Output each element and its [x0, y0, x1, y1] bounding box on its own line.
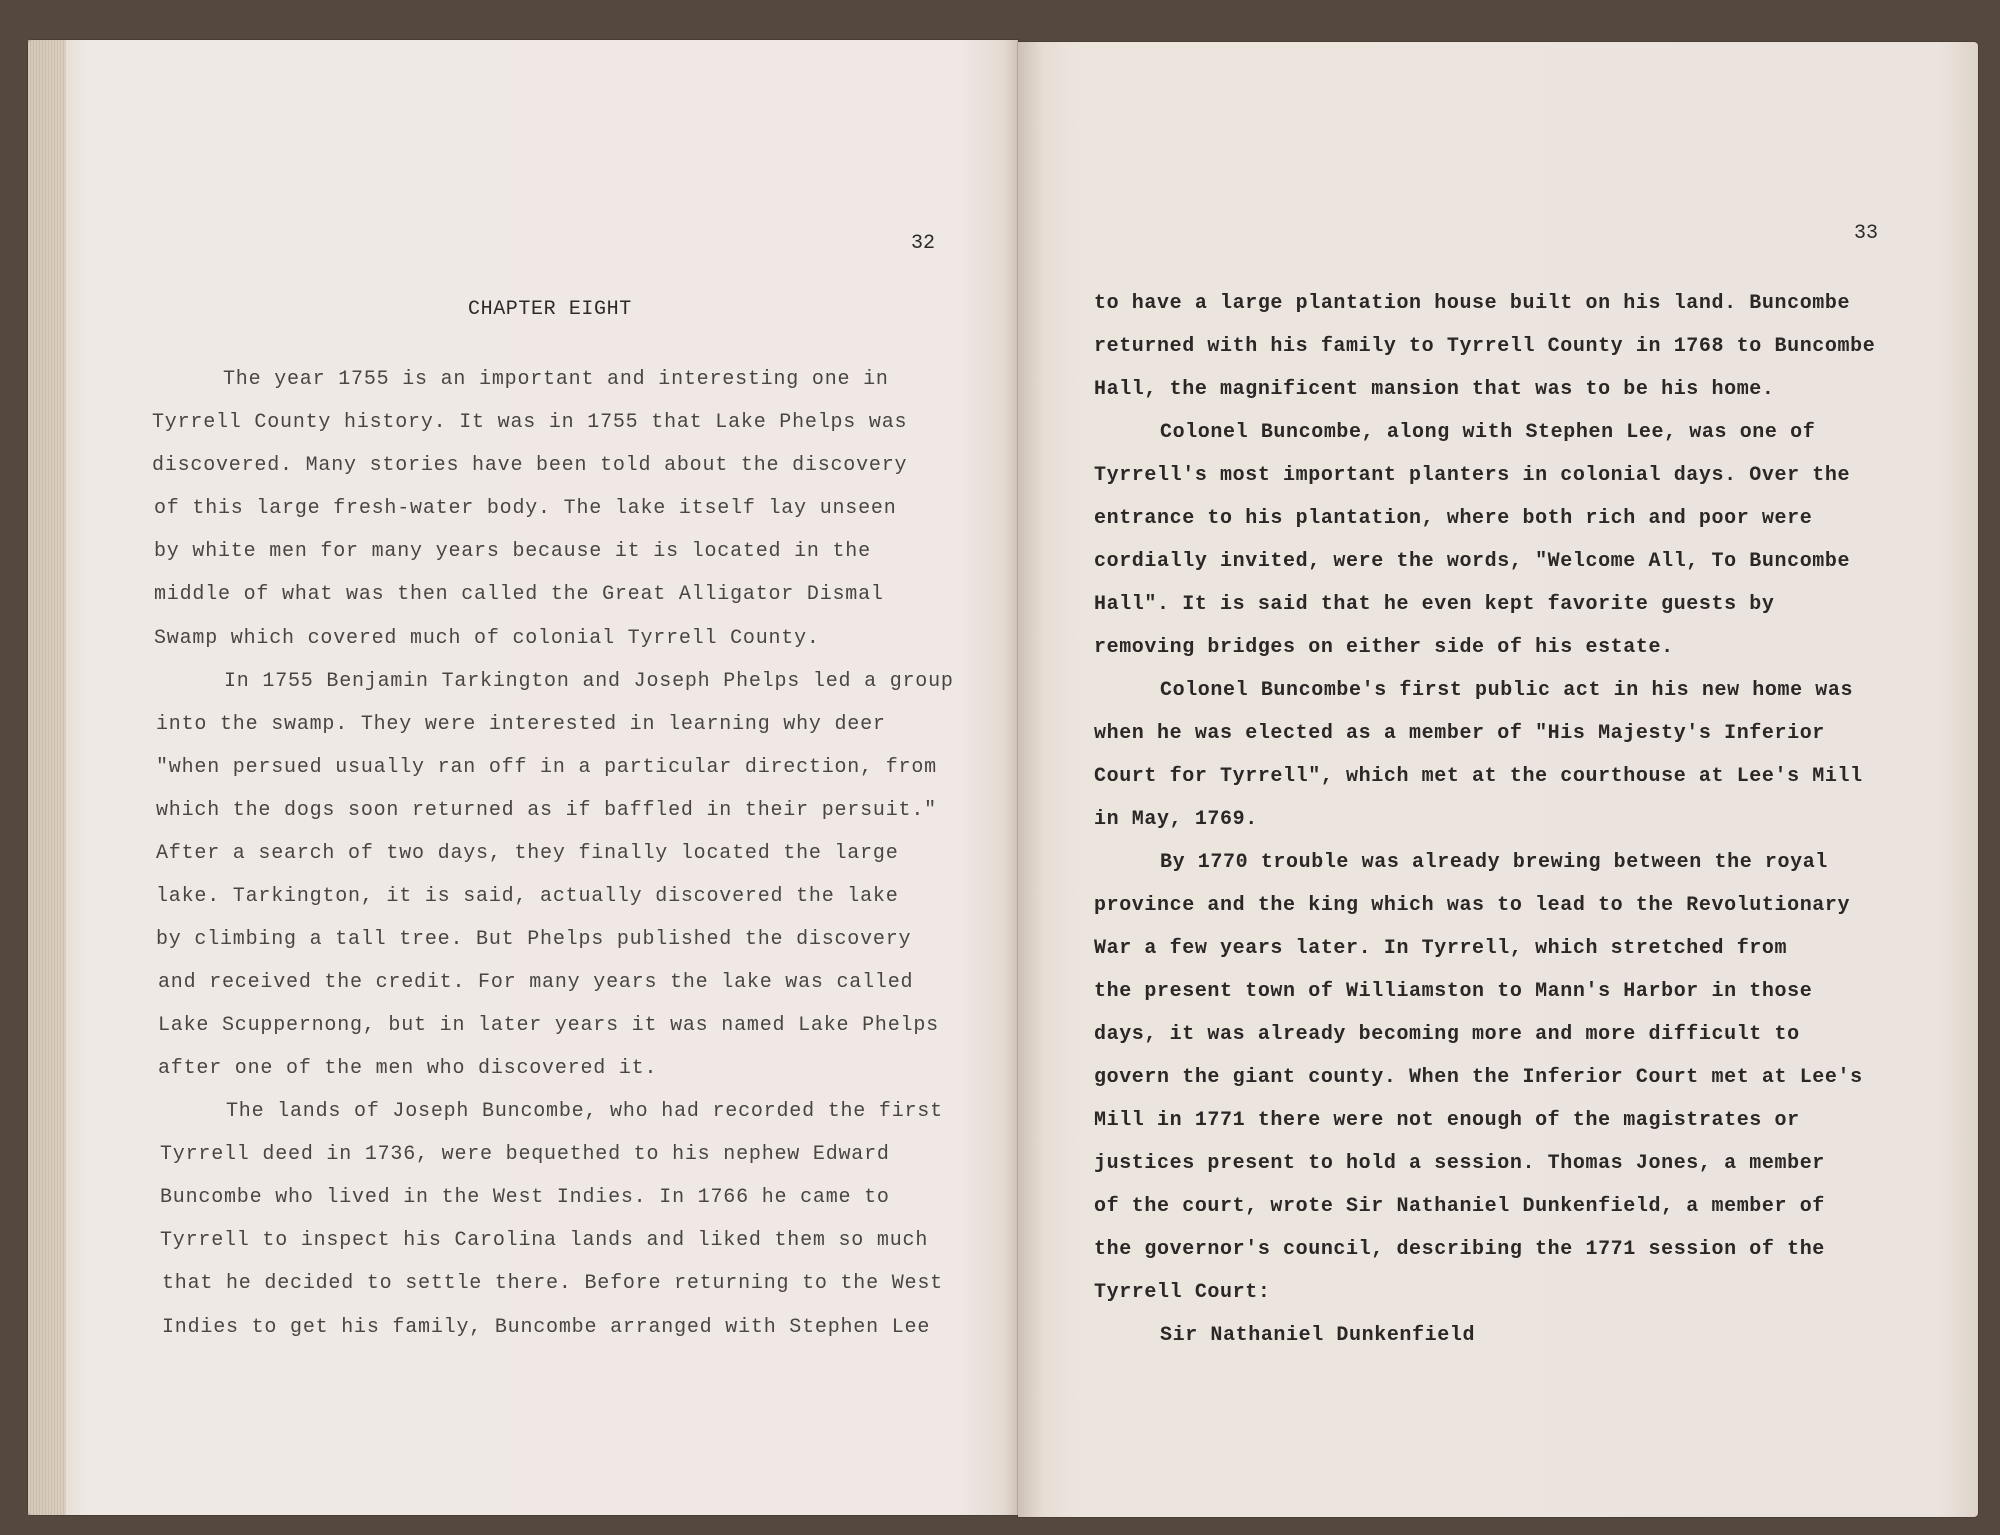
text-line: Buncombe who lived in the West Indies. In 1766 he came to: [160, 1186, 890, 1209]
text-line: by climbing a tall tree. But Phelps published the discovery: [156, 928, 912, 951]
text-line: cordially invited, were the words, "Welcome All, To Buncombe: [1094, 550, 1851, 573]
text-line: to have a large plantation house built on his land. Buncombe: [1094, 292, 1851, 315]
text-line: Tyrrell Court:: [1094, 1281, 1271, 1304]
text-line: The year 1755 is an important and interesting one in: [223, 368, 889, 391]
open-book: [28, 40, 1978, 1515]
text-line: Mill in 1771 there were not enough of the magistrates or: [1094, 1109, 1800, 1132]
text-line: days, it was already becoming more and more difficult to: [1094, 1023, 1800, 1046]
text-line: when he was elected as a member of "His Majesty's Inferior: [1094, 722, 1825, 745]
left-page: [28, 40, 1018, 1515]
chapter-title: CHAPTER EIGHT: [468, 298, 632, 321]
text-line: into the swamp. They were interested in learning why deer: [156, 713, 886, 736]
text-line: By 1770 trouble was already brewing between the royal: [1160, 851, 1828, 874]
text-line: Indies to get his family, Buncombe arranged with Stephen Lee: [162, 1316, 931, 1339]
text-line: Court for Tyrrell", which met at the courthouse at Lee's Mill: [1094, 765, 1863, 788]
text-line: discovered. Many stories have been told about the discovery: [152, 454, 908, 477]
text-line: Swamp which covered much of colonial Tyrrell County.: [154, 627, 820, 650]
text-line: govern the giant county. When the Inferior Court met at Lee's: [1094, 1066, 1863, 1089]
text-line: the governor's council, describing the 1771 session of the: [1094, 1238, 1825, 1261]
text-line: which the dogs soon returned as if baffled in their persuit.": [156, 799, 937, 822]
text-line: Hall". It is said that he even kept favorite guests by: [1094, 593, 1775, 616]
text-line: of this large fresh-water body. The lake itself lay unseen: [154, 497, 897, 520]
text-line: Sir Nathaniel Dunkenfield: [1160, 1324, 1476, 1347]
text-line: In 1755 Benjamin Tarkington and Joseph Phelps led a group: [224, 670, 954, 693]
text-line: returned with his family to Tyrrell County in 1768 to Buncombe: [1094, 335, 1876, 358]
text-line: Tyrrell's most important planters in colonial days. Over the: [1094, 464, 1851, 487]
text-line: Hall, the magnificent mansion that was to be his home.: [1094, 378, 1775, 401]
text-line: and received the credit. For many years the lake was called: [158, 971, 914, 994]
text-line: Tyrrell County history. It was in 1755 that Lake Phelps was: [152, 411, 908, 434]
page-number-left: 32: [911, 232, 936, 255]
page-number-right: 33: [1854, 222, 1879, 245]
text-line: middle of what was then called the Great Alligator Dismal: [154, 583, 884, 606]
right-page: [1018, 42, 1978, 1517]
text-line: that he decided to settle there. Before returning to the West: [162, 1272, 943, 1295]
text-line: the present town of Williamston to Mann's Harbor in those: [1094, 980, 1813, 1003]
text-line: "when persued usually ran off in a particular direction, from: [156, 756, 937, 779]
text-line: entrance to his plantation, where both rich and poor were: [1094, 507, 1813, 530]
text-line: Tyrrell deed in 1736, were bequethed to his nephew Edward: [160, 1143, 890, 1166]
text-line: in May, 1769.: [1094, 808, 1258, 831]
text-line: justices present to hold a session. Thomas Jones, a member: [1094, 1152, 1825, 1175]
text-line: by white men for many years because it is located in the: [154, 540, 871, 563]
text-line: Lake Scuppernong, but in later years it was named Lake Phelps: [158, 1014, 939, 1037]
text-line: The lands of Joseph Buncombe, who had recorded the first: [226, 1100, 943, 1123]
text-line: of the court, wrote Sir Nathaniel Dunkenfield, a member of: [1094, 1195, 1825, 1218]
text-line: After a search of two days, they finally located the large: [156, 842, 899, 865]
text-line: War a few years later. In Tyrrell, which stretched from: [1094, 937, 1788, 960]
text-line: Colonel Buncombe's first public act in his new home was: [1160, 679, 1854, 702]
text-line: lake. Tarkington, it is said, actually discovered the lake: [156, 885, 899, 908]
text-line: province and the king which was to lead to the Revolutionary: [1094, 894, 1851, 917]
page-edges: [28, 40, 66, 1515]
text-line: Tyrrell to inspect his Carolina lands and liked them so much: [160, 1229, 929, 1252]
text-line: Colonel Buncombe, along with Stephen Lee, was one of: [1160, 421, 1816, 444]
text-line: after one of the men who discovered it.: [158, 1057, 658, 1080]
text-line: removing bridges on either side of his estate.: [1094, 636, 1674, 659]
